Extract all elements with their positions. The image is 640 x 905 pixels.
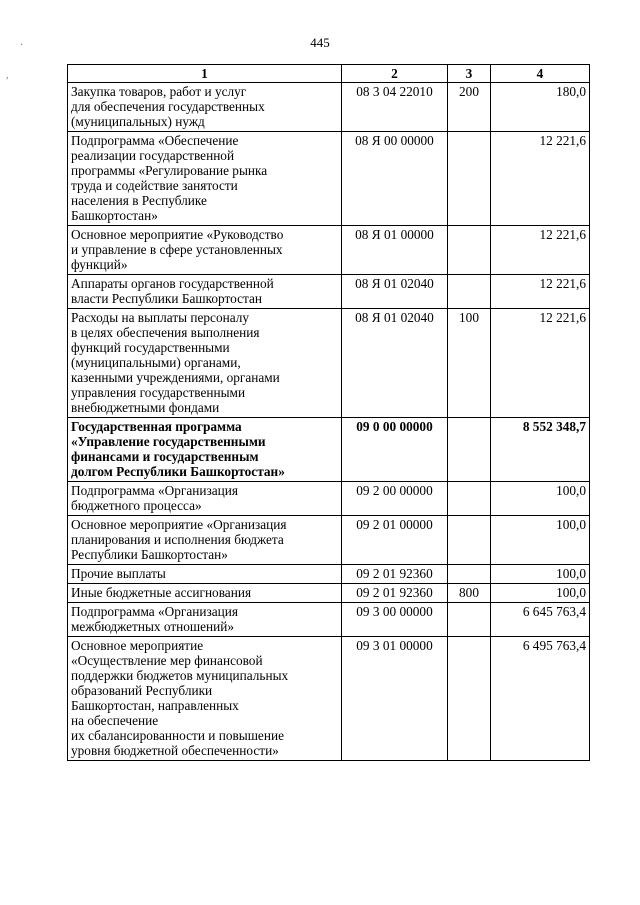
row-name: Основное мероприятие «Организация планирования и исполнения бюджета Республики Башкортостан» (68, 516, 342, 565)
row-name: Государственная программа «Управление государственными финансами и государственным долгом Республики Башкортостан» (68, 418, 342, 482)
row-name: Подпрограмма «Организация межбюджетных отношений» (68, 603, 342, 637)
header-col-2: 2 (342, 65, 448, 83)
row-code: 09 2 00 00000 (342, 482, 448, 516)
page-number: 445 (310, 35, 330, 50)
row-code: 09 3 01 00000 (342, 637, 448, 761)
row-amount: 12 221,6 (491, 132, 590, 226)
table-row (68, 482, 590, 516)
table-row (68, 83, 590, 132)
row-code: 08 Я 00 00000 (342, 132, 448, 226)
row-expense-type (448, 516, 491, 565)
scan-mark: , (6, 70, 9, 81)
row-amount: 12 221,6 (491, 309, 590, 418)
table-row (68, 226, 590, 275)
row-expense-type (448, 275, 491, 309)
table-row (68, 584, 590, 603)
row-expense-type (448, 132, 491, 226)
row-code: 09 0 00 00000 (342, 418, 448, 482)
row-code: 09 3 00 00000 (342, 603, 448, 637)
row-name: Основное мероприятие «Осуществление мер финансовой поддержки бюджетов муниципальных образований Республики Башкортостан, направленных на обеспечение их сбалансированности и повышение уровня бюджетной обеспеченности» (68, 637, 342, 761)
row-code: 08 Я 01 02040 (342, 275, 448, 309)
header-col-3: 3 (448, 65, 491, 83)
row-amount: 180,0 (491, 83, 590, 132)
row-name: Аппараты органов государственной власти Республики Башкортостан (68, 275, 342, 309)
row-amount: 100,0 (491, 584, 590, 603)
table-row (68, 516, 590, 565)
row-amount: 6 495 763,4 (491, 637, 590, 761)
row-amount: 100,0 (491, 516, 590, 565)
table-row (68, 603, 590, 637)
row-amount: 8 552 348,7 (491, 418, 590, 482)
row-name: Закупка товаров, работ и услуг для обеспечения государственных (муниципальных) нужд (68, 83, 342, 132)
table-row (68, 565, 590, 584)
row-expense-type: 100 (448, 309, 491, 418)
row-code: 08 Я 01 00000 (342, 226, 448, 275)
header-row (68, 65, 590, 83)
row-expense-type (448, 565, 491, 584)
row-name: Основное мероприятие «Руководство и управление в сфере установленных функций» (68, 226, 342, 275)
row-name: Прочие выплаты (68, 565, 342, 584)
header-col-1: 1 (68, 65, 342, 83)
row-expense-type (448, 482, 491, 516)
row-code: 08 3 04 22010 (342, 83, 448, 132)
row-code: 09 2 01 92360 (342, 584, 448, 603)
row-expense-type: 800 (448, 584, 491, 603)
row-amount: 100,0 (491, 565, 590, 584)
row-expense-type (448, 226, 491, 275)
table-row (68, 637, 590, 761)
scan-mark: · (20, 40, 24, 51)
row-name: Расходы на выплаты персоналу в целях обеспечения выполнения функций государственными (муниципальными) органами, казенными учреждениями, органами управления государственными внебюджетными фондами (68, 309, 342, 418)
table-row (68, 132, 590, 226)
row-amount: 12 221,6 (491, 275, 590, 309)
row-name: Подпрограмма «Обеспечение реализации государственной программы «Регулирование рынка труда и содействие занятости населения в Республике Башкортостан» (68, 132, 342, 226)
row-name: Иные бюджетные ассигнования (68, 584, 342, 603)
row-amount: 12 221,6 (491, 226, 590, 275)
row-expense-type (448, 637, 491, 761)
table-row (68, 418, 590, 482)
row-amount: 100,0 (491, 482, 590, 516)
row-code: 08 Я 01 02040 (342, 309, 448, 418)
row-expense-type (448, 418, 491, 482)
row-name: Подпрограмма «Организация бюджетного процесса» (68, 482, 342, 516)
budget-table (67, 64, 590, 761)
table-row (68, 309, 590, 418)
row-code: 09 2 01 00000 (342, 516, 448, 565)
header-col-4: 4 (491, 65, 590, 83)
table-row (68, 275, 590, 309)
row-amount: 6 645 763,4 (491, 603, 590, 637)
row-code: 09 2 01 92360 (342, 565, 448, 584)
row-expense-type: 200 (448, 83, 491, 132)
row-expense-type (448, 603, 491, 637)
